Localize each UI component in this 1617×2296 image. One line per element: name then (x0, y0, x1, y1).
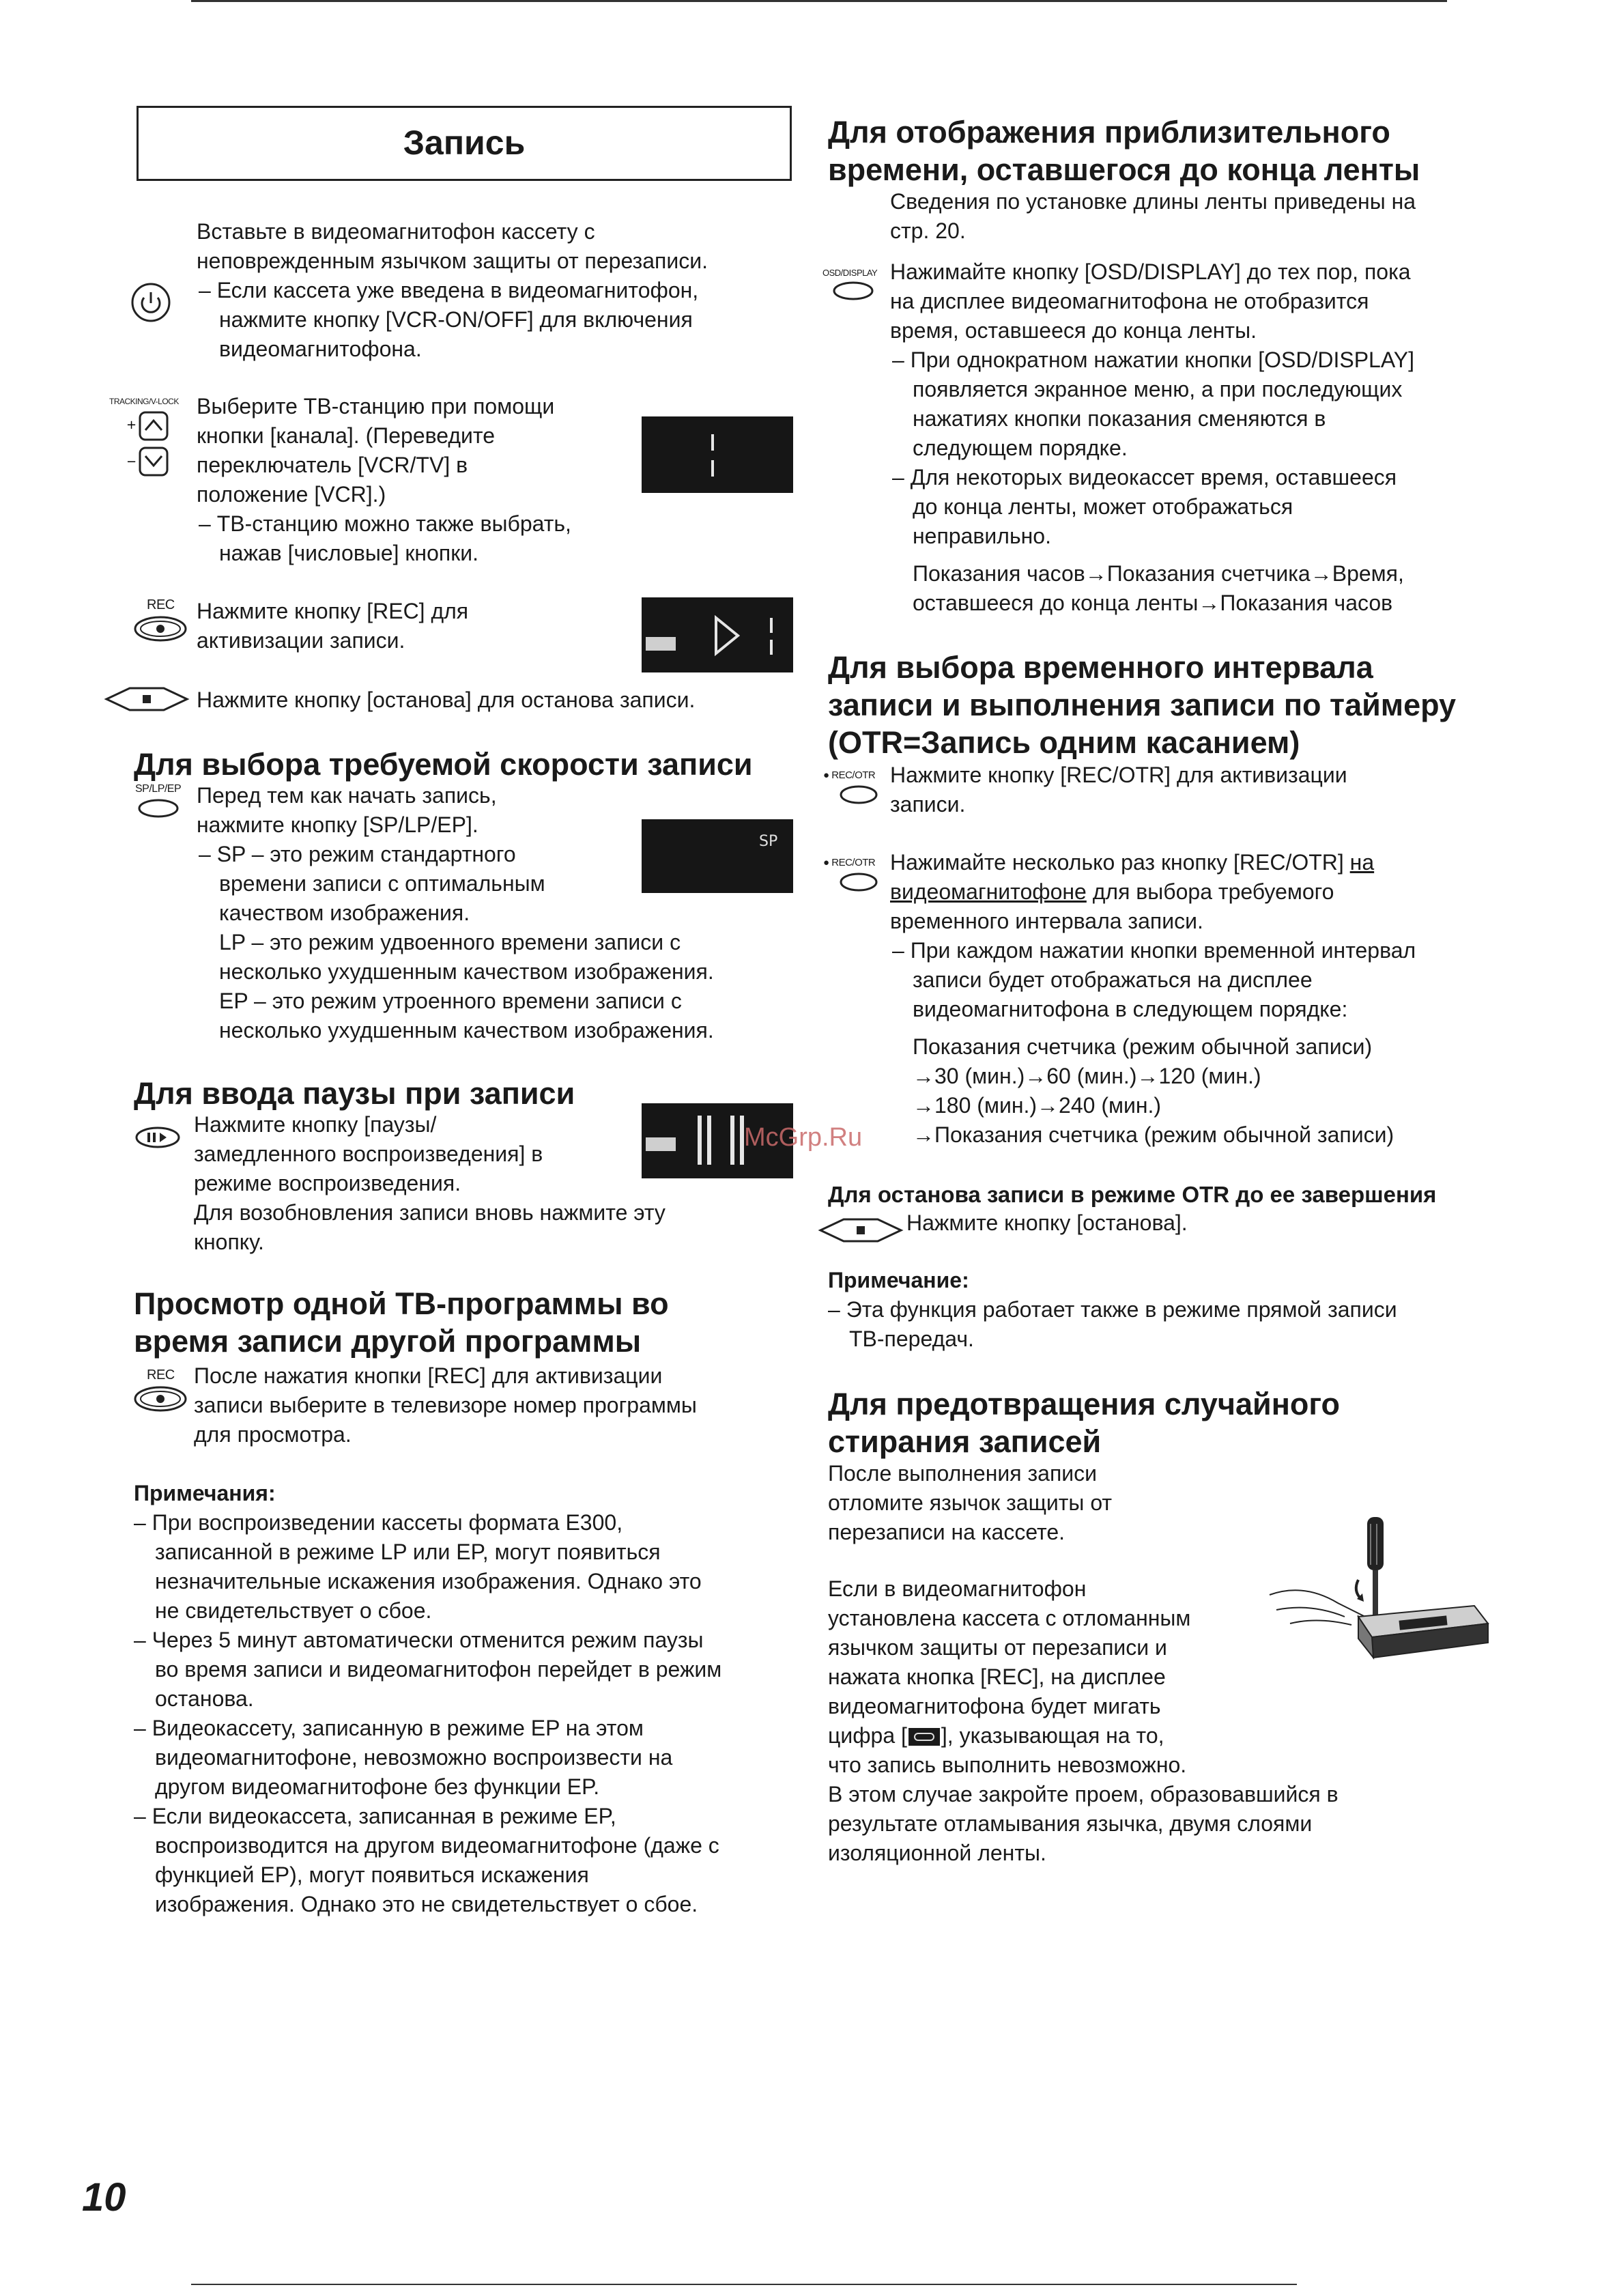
remaining-heading (828, 113, 1420, 188)
note-line: останова. (155, 1686, 254, 1711)
remaining-heading-line: Для отображения приблизительного (828, 115, 1390, 150)
remaining-line: нажатиях кнопки показания сменяются в (913, 406, 1326, 431)
otr-step2-line: записи будет отображаться на дисплее (913, 967, 1313, 992)
step3-line: Нажмите кнопку [REC] для (197, 599, 469, 623)
erase-line: В этом случае закройте проем, образовавшийся в (828, 1782, 1339, 1806)
step2-line: Выберите ТВ-станцию при помощи (197, 394, 555, 419)
note-line: – Эта функция работает также в режиме прямой записи (828, 1297, 1397, 1322)
speed-line: LP – это режим удвоенного времени записи с (219, 930, 681, 954)
step1-line: видеомагнитофона. (219, 337, 422, 361)
power-icon (130, 281, 172, 324)
remaining-line: Нажимайте кнопку [OSD/DISPLAY] до тех пор, пока (890, 259, 1411, 284)
otr-sequence-line: →30 (мин.)→60 (мин.)→120 (мин.) (913, 1064, 1261, 1088)
erase-line: видеомагнитофона будет мигать (828, 1694, 1161, 1718)
note-line: ТВ-передач. (849, 1327, 974, 1351)
display-rec (642, 597, 793, 672)
pause-line: режиме воспроизведения. (194, 1171, 461, 1195)
watch-heading-line: Просмотр одной ТВ-программы во (134, 1286, 669, 1321)
watch-text (194, 1361, 697, 1449)
note-block (828, 1266, 1397, 1354)
erase-digit-pre: цифра [ (828, 1723, 907, 1748)
otr-step2-line: временного интервала записи. (890, 909, 1203, 933)
step1-line: – Если кассета уже введена в видеомагнитофон, (199, 278, 699, 302)
pause-line: Для возобновления записи вновь нажмите эту (194, 1200, 666, 1225)
stop-button-icon-2[interactable] (818, 1215, 904, 1245)
rec-otr-label-text: REC/OTR (831, 857, 876, 868)
page-number: 10 (82, 2175, 126, 2220)
osd-display-label: OSD/DISPLAY (822, 268, 878, 278)
otr-heading-line: записи и выполнения записи по таймеру (828, 688, 1457, 722)
speed-line: времени записи с оптимальным (219, 871, 545, 896)
pause-heading: Для ввода паузы при записи (134, 1076, 575, 1111)
remaining-line: появляется экранное меню, а при последующих (913, 377, 1403, 401)
erase-text-b (828, 1574, 1339, 1868)
rec-otr-button-icon[interactable] (838, 784, 879, 806)
rec-otr-label-text: REC/OTR (831, 769, 876, 781)
erase-line: отломите язычок защиты от (828, 1490, 1113, 1515)
step2-line: нажав [числовые] кнопки. (219, 541, 478, 565)
speed-text (197, 781, 714, 1045)
svg-text:+: + (126, 418, 137, 432)
remaining-intro (890, 187, 1416, 246)
speed-line: – SP – это режим стандартного (199, 842, 516, 866)
erase-line: Если в видеомагнитофон (828, 1576, 1087, 1601)
erase-line: изоляционной ленты. (828, 1841, 1046, 1865)
remaining-intro-line: стр. 20. (890, 218, 966, 243)
rec-otr-button-icon-2[interactable] (838, 871, 879, 893)
note-line: – Если видеокассета, записанная в режиме EP, (134, 1804, 616, 1828)
erase-line: После выполнения записи (828, 1461, 1098, 1486)
display-channel (642, 416, 793, 493)
pause-line: Нажмите кнопку [паузы/ (194, 1112, 437, 1137)
pause-line: замедленного воспроизведения] в (194, 1142, 543, 1166)
erase-digit-post: ], указывающая на то, (941, 1723, 1164, 1748)
remaining-line: на дисплее видеомагнитофона не отобразится (890, 289, 1369, 313)
otr-step2-text: Нажимайте несколько раз кнопку [REC/OTR] (890, 850, 1350, 875)
watch-heading (134, 1285, 669, 1360)
step2-line: кнопки [канала]. (Переведите (197, 423, 495, 448)
svg-text:−: − (126, 455, 137, 469)
cassette-tab-illustration (1263, 1514, 1495, 1678)
erase-line (828, 1721, 1339, 1751)
otr-step1-line: записи. (890, 792, 966, 817)
sp-lp-ep-button-icon[interactable] (137, 797, 180, 819)
rec-button-icon[interactable] (132, 614, 188, 643)
bottom-rule (191, 2284, 1297, 2285)
watch-line: записи выберите в телевизоре номер программы (194, 1393, 697, 1417)
speed-line: качеством изображения. (219, 901, 470, 925)
otr-sequence (913, 1032, 1394, 1150)
note-line: функцией EP), могут появиться искажения (155, 1862, 589, 1887)
speed-line: EP – это режим утроенного времени записи с (219, 989, 682, 1013)
step2-text (197, 392, 571, 568)
rec-otr-label-2: ● REC/OTR (823, 857, 876, 868)
otr-step1 (890, 761, 1347, 819)
rec-button-icon-2[interactable] (132, 1385, 188, 1413)
step1-line: нажмите кнопку [VCR-ON/OFF] для включения (219, 307, 693, 332)
erase-line: результате отламывания язычка, двумя слоями (828, 1811, 1313, 1836)
otr-sequence-line: →180 (мин.)→240 (мин.) (913, 1093, 1162, 1118)
speed-line: несколько ухудшенным качеством изображения. (219, 959, 714, 984)
otr-step2-line: видеомагнитофона в следующем порядке: (913, 997, 1348, 1021)
remaining-sequence-line: Показания часов→Показания счетчика→Время, (913, 561, 1404, 586)
otr-heading-line: (OTR=Запись одним касанием) (828, 725, 1300, 760)
otr-sequence-line: Показания счетчика (режим обычной записи) (913, 1034, 1373, 1059)
step1-text (197, 217, 708, 364)
remaining-line: – Для некоторых видеокассет время, оставшееся (892, 465, 1397, 490)
erase-text-a (828, 1459, 1112, 1547)
remaining-line: следующем порядке. (913, 436, 1128, 460)
rec-label: REC (147, 597, 175, 612)
step2-line: переключатель [VCR/TV] в (197, 453, 468, 477)
speed-line: Перед тем как начать запись, (197, 783, 497, 808)
remaining-line: неправильно. (913, 524, 1051, 548)
notes-title: Примечания: (134, 1481, 276, 1505)
display-sp-text: SP (759, 833, 778, 850)
note-line: видеомагнитофоне, невозможно воспроизвести на (155, 1745, 673, 1770)
speed-line: несколько ухудшенным качеством изображения. (219, 1018, 714, 1043)
note-line: воспроизводится на другом видеомагнитофоне (даже с (155, 1833, 719, 1858)
pause-line: кнопку. (194, 1230, 264, 1254)
tracking-label: TRACKING/V-LOCK (109, 397, 179, 406)
note-line: – При воспроизведении кассеты формата E300, (134, 1510, 623, 1535)
remaining-sequence (913, 559, 1404, 618)
remaining-line: до конца ленты, может отображаться (913, 494, 1293, 519)
page-title: Запись (403, 124, 526, 162)
notes-block (134, 1479, 721, 1919)
osd-display-button-icon[interactable] (831, 280, 875, 302)
otr-stop-heading: Для останова записи в режиме OTR до ее завершения (828, 1182, 1437, 1207)
remaining-intro-line: Сведения по установке длины ленты приведены на (890, 189, 1416, 214)
note-line: – Видеокассету, записанную в режиме EP на этом (134, 1716, 644, 1740)
otr-step2-text: для выбора требуемого (1086, 879, 1334, 904)
otr-step2-underlined: на (1349, 850, 1375, 875)
note-line: изображения. Однако это не свидетельствует о сбое. (155, 1892, 698, 1916)
remaining-sequence-line: оставшееся до конца ленты→Показания часов (913, 591, 1393, 615)
otr-sequence-line: →Показания счетчика (режим обычной записи) (913, 1122, 1394, 1147)
step1-line: Вставьте в видеомагнитофон кассету с (197, 219, 595, 244)
step2-line: положение [VCR].) (197, 482, 386, 507)
remaining-line: – При однократном нажатии кнопки [OSD/DISPLAY] (892, 348, 1415, 372)
note-line: незначительные искажения изображения. Однако это (155, 1569, 702, 1593)
pause-text (194, 1110, 666, 1257)
note-title: Примечание: (828, 1268, 969, 1292)
otr-step2-underlined: видеомагнитофоне (890, 879, 1087, 904)
erase-line: нажата кнопка [REC], на дисплее (828, 1664, 1166, 1689)
otr-step2-line (890, 877, 1416, 907)
remaining-text (890, 257, 1414, 551)
watermark: McGrp.Ru (744, 1123, 863, 1152)
otr-step2-line (890, 848, 1416, 877)
watch-line: для просмотра. (194, 1422, 352, 1447)
erase-heading-line: Для предотвращения случайного (828, 1387, 1341, 1421)
watch-line: После нажатия кнопки [REC] для активизации (194, 1363, 663, 1388)
step2-line: – ТВ-станцию можно также выбрать, (199, 511, 571, 536)
otr-step1-line: Нажмите кнопку [REC/OTR] для активизации (890, 763, 1347, 787)
erase-line: установлена кассета с отломанным (828, 1606, 1191, 1630)
erase-line: перезаписи на кассете. (828, 1520, 1065, 1544)
step3-text (197, 597, 468, 655)
erase-line: что запись выполнить невозможно. (828, 1753, 1187, 1777)
watch-heading-line: время записи другой программы (134, 1324, 642, 1359)
cassette-indicator-icon (908, 1728, 940, 1746)
otr-stop-text: Нажмите кнопку [останова]. (906, 1210, 1188, 1235)
erase-line: язычком защиты от перезаписи и (828, 1635, 1167, 1660)
rec-otr-label: ● REC/OTR (823, 769, 876, 781)
erase-heading-line: стирания записей (828, 1424, 1102, 1459)
step1-line: неповрежденным язычком защиты от перезаписи. (197, 249, 708, 273)
top-rule (191, 0, 1447, 2)
section-title-box (137, 106, 792, 181)
sp-lp-ep-label: SP/LP/EP (135, 783, 182, 795)
step4-text: Нажмите кнопку [останова] для останова записи. (197, 688, 696, 712)
note-line: другом видеомагнитофоне без функции EP. (155, 1774, 600, 1799)
speed-heading: Для выбора требуемой скорости записи (134, 747, 753, 782)
step3-line: активизации записи. (197, 628, 405, 653)
otr-step2-line: – При каждом нажатии кнопки временной интервал (892, 938, 1416, 963)
rec-label-2: REC (147, 1367, 175, 1383)
stop-button-icon[interactable] (104, 684, 190, 714)
pause-slow-button-icon[interactable] (134, 1125, 182, 1150)
speed-line: нажмите кнопку [SP/LP/EP]. (197, 812, 478, 837)
channel-updown-icon[interactable] (125, 408, 183, 480)
note-line: во время записи и видеомагнитофон перейдет в режим (155, 1657, 722, 1682)
note-line: не свидетельствует о сбое. (155, 1598, 432, 1623)
remaining-heading-line: времени, оставшегося до конца ленты (828, 152, 1420, 187)
display-sp (642, 819, 793, 893)
note-line: записанной в режиме LP или EP, могут появиться (155, 1540, 661, 1564)
otr-step2 (890, 848, 1416, 1024)
erase-heading (828, 1385, 1340, 1460)
otr-heading (828, 649, 1456, 761)
otr-heading-line: Для выбора временного интервала (828, 650, 1373, 685)
remaining-line: время, оставшееся до конца ленты. (890, 318, 1257, 343)
note-line: – Через 5 минут автоматически отменится режим паузы (134, 1628, 704, 1652)
